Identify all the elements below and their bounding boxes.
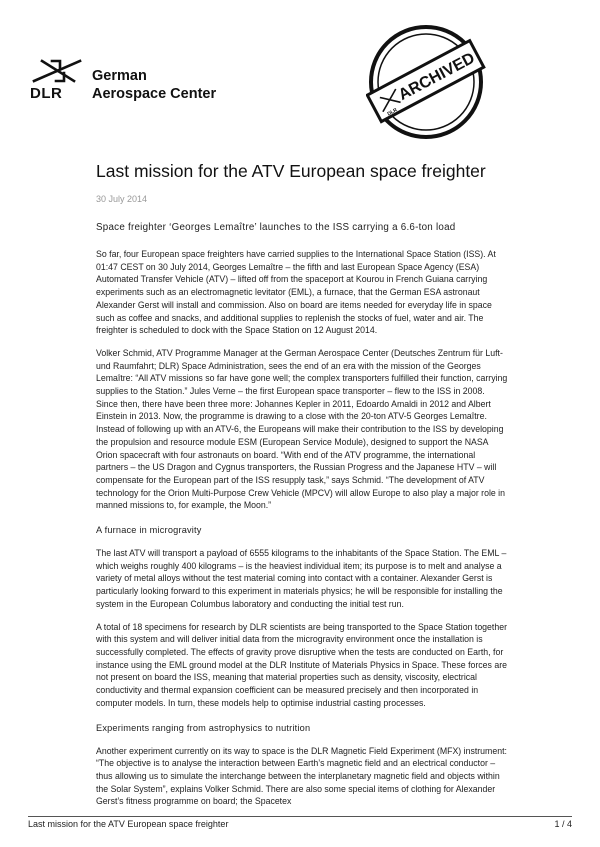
page-number: 1 / 4 bbox=[554, 819, 572, 829]
paragraph: So far, four European space freighters have carried supplies to the International Space Station (ISS). At 01:47 CEST on 30 July 2014, Georges Lemaître – the fifth and last European Space Agency (ESA) Automated Transfer Vehicle (ATV) – lifted off from the spaceport at Kourou in French Guiana carrying experiments such as an electromagnetic levitator (EML), a furnace, that the German ESA astronaut Alexander Gerst will install and commission. Also on board are items needed for everyday life in space such as coffee and snacks, and additional supplies to replenish the stocks of fuel, water and air. The freighter is scheduled to dock with the Space Station on 12 August 2014. bbox=[96, 249, 496, 336]
article-title: Last mission for the ATV European space freighter bbox=[96, 161, 486, 181]
footer-title: Last mission for the ATV European space freighter bbox=[28, 819, 229, 829]
stamp-small-text: DLR bbox=[386, 107, 399, 118]
article bbox=[96, 160, 508, 818]
org-name bbox=[92, 67, 216, 103]
paragraph: Volker Schmid, ATV Programme Manager at the German Aerospace Center (Deutsches Zentrum für Luft- und Raumfahrt; DLR) Space Administration, sees the end of an era with the mission of the Georges Lemaître: “All ATV missions so far have gone well; the complex transporters fulfilled their function, carrying supplies to the Station.” Jules Verne – the first European space transporter – flew to the ISS in 2008. Since then, there have been three more: Johannes Kepler in 2011, Edoardo Amaldi in 2012 and Albert Einstein in 2013. Now, the programme is drawing to a close with the 20-ton ATV-5 Georges Lemaître. Instead of following up with an ATV-6, the Europeans will make their contribution to the ISS by developing the propulsion and resource module ESM (European Service Module), designed to support the NASA Orion spacecraft with four astronauts on board. “With end of the ATV programme, the international partners – the US Dragon and Cygnus transporters, the Russian Progress and the Japanese HTV – will compensate for the European part of the ISS resupply task,” says Schmid. “The development of ATV technology for the Orion Multi-Purpose Crew Vehicle (MPCV) will allow Europe to also play a major role in manned missions to, for example, the Moon.” bbox=[96, 347, 508, 511]
paragraph: Another experiment currently on its way to space is the DLR Magnetic Field Experiment (MFX) instrument: “The objective is to analyse the interaction between Earth’s magnetic field and an electrical conductor – thus allowing us to simulate the interchange between the interplanetary magnetic field and objects within the Solar System”, explains Volker Schmid. There are also some special items of clothing for Alexander Gerst’s fitness programme on board; the Spacetex bbox=[96, 745, 507, 807]
org-line-1: German bbox=[92, 68, 147, 84]
org-line-2: Aerospace Center bbox=[92, 86, 217, 102]
article-date: 30 July 2014 bbox=[96, 194, 148, 204]
archived-stamp bbox=[366, 22, 486, 142]
logo-text: DLR bbox=[30, 85, 63, 102]
paragraph: The last ATV will transport a payload of 6555 kilograms to the inhabitants of the Space Station. The EML – which weighs roughly 400 kilograms – is the heaviest individual item; its purpose is to melt and analyse a variety of metal alloys without the test material coming into contact with a container. Alexander Gerst is particularly looking forward to this experiment in materials physics; he will be responsible for installing the system in the European Columbus laboratory and conducting the initial test run. bbox=[96, 548, 507, 609]
section-heading: A furnace in microgravity bbox=[96, 525, 202, 536]
page-footer bbox=[28, 816, 572, 829]
stamp-text: ARCHIVED bbox=[395, 49, 478, 104]
section-heading: Experiments ranging from astrophysics to nutrition bbox=[96, 722, 311, 733]
dlr-logo-icon bbox=[28, 57, 88, 87]
article-lead: Space freighter ‘Georges Lemaître’ launches to the ISS carrying a 6.6-ton load bbox=[96, 222, 456, 233]
paragraph: A total of 18 specimens for research by DLR scientists are being transported to the Space Station together with this system and will deliver initial data from the microgravity environment once the installation is successfully completed. The effects of gravity prove disruptive when the tests are conducted on Earth, for instance using the EML ground model at the DLR Institute of Materials Physics in Space. These forces are not present on board the ISS, meaning that material properties such as density, viscosity, electrical conductivity and thermal expansion coefficient can be measured precisely and then incorporated in computer models. In turn, these models help to optimise industrial casting processes. bbox=[96, 621, 507, 708]
dlr-logo bbox=[28, 57, 218, 107]
